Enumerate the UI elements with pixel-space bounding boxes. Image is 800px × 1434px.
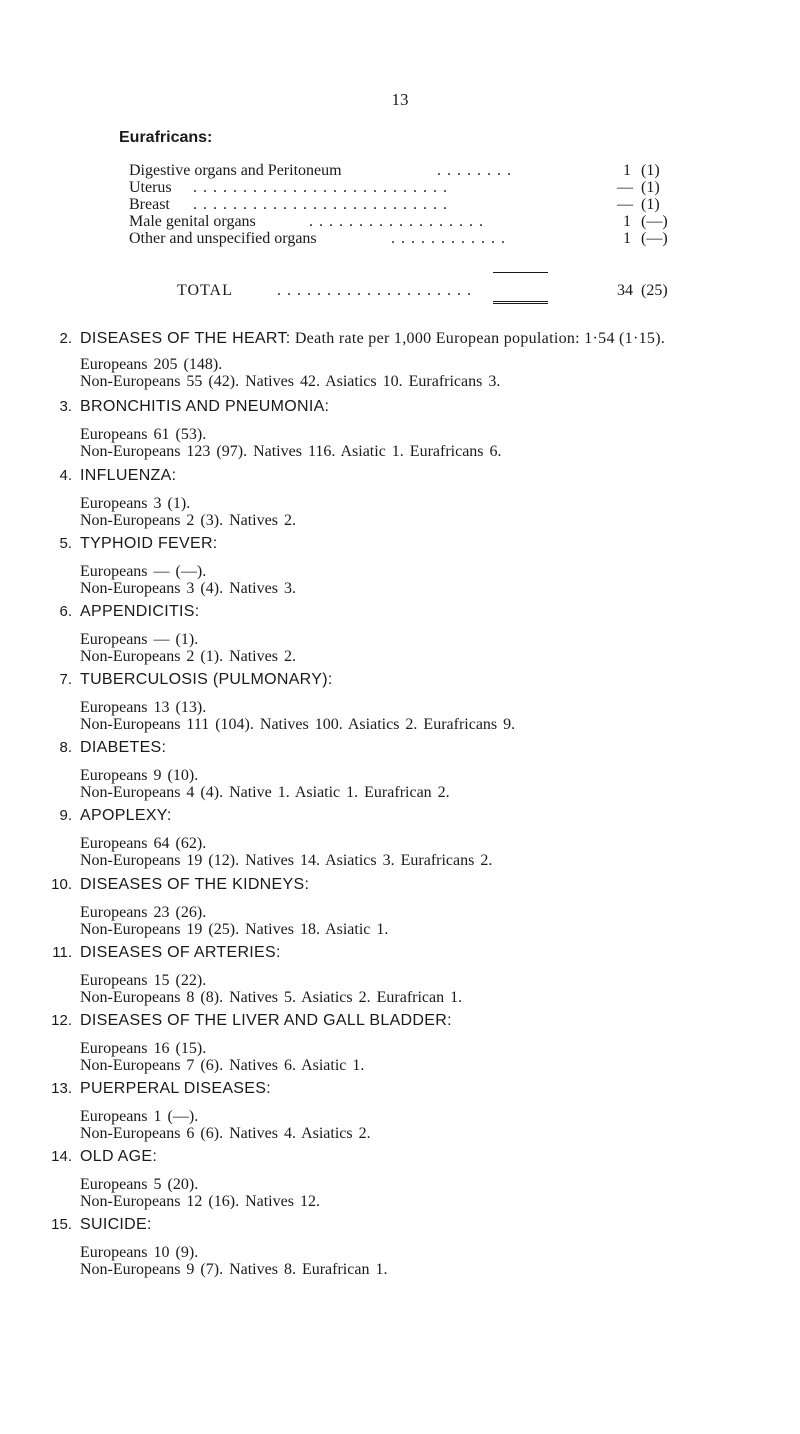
- row-count: —: [617, 196, 633, 213]
- section-title: BRONCHITIS AND PNEUMONIA:: [80, 398, 330, 415]
- section-number: 12.: [51, 1012, 72, 1029]
- table-row: [129, 162, 677, 179]
- europeans-line: Europeans 10 (9).: [80, 1244, 199, 1261]
- row-label: Breast: [129, 196, 170, 213]
- row-leader-dots: . . . . . . . . . . . . . . . . . .: [309, 213, 484, 230]
- non-europeans-line: Non-Europeans 19 (25). Natives 18. Asiatic 1.: [80, 921, 389, 938]
- section-title: DISEASES OF ARTERIES:: [80, 944, 281, 961]
- table-row: [129, 196, 677, 213]
- total-label: TOTAL: [177, 282, 233, 299]
- total-rule-top: [493, 272, 548, 273]
- non-europeans-line: Non-Europeans 55 (42). Natives 42. Asiatics 10. Eurafricans 3.: [80, 373, 501, 390]
- row-leader-dots: . . . . . . . . . . . .: [391, 230, 506, 247]
- row-leader-dots: . . . . . . . .: [437, 162, 512, 179]
- non-europeans-line: Non-Europeans 111 (104). Natives 100. Asiatics 2. Eurafricans 9.: [80, 716, 516, 733]
- non-europeans-line: Non-Europeans 4 (4). Native 1. Asiatic 1. Eurafrican 2.: [80, 784, 450, 801]
- row-previous: (—): [641, 230, 668, 247]
- table-row: [129, 213, 677, 230]
- row-previous: (1): [641, 196, 660, 213]
- row-count: 1: [623, 230, 631, 247]
- section-number: 14.: [51, 1148, 72, 1165]
- section-number: 3.: [59, 398, 72, 415]
- table-row: [129, 179, 677, 196]
- section-number: 5.: [59, 535, 72, 552]
- europeans-line: Europeans 9 (10).: [80, 767, 199, 784]
- section-title: [80, 330, 665, 348]
- row-label: Digestive organs and Peritoneum: [129, 162, 342, 179]
- page-number: 13: [391, 90, 409, 109]
- europeans-line: Europeans 16 (15).: [80, 1040, 207, 1057]
- row-previous: (1): [641, 179, 660, 196]
- section-title: INFLUENZA:: [80, 467, 177, 484]
- europeans-line: Europeans 1 (—).: [80, 1108, 199, 1125]
- row-previous: (—): [641, 213, 668, 230]
- europeans-line: Europeans — (—).: [80, 563, 207, 580]
- section-title: DIABETES:: [80, 739, 167, 756]
- europeans-line: Europeans 15 (22).: [80, 972, 207, 989]
- section-title: TYPHOID FEVER:: [80, 535, 218, 552]
- europeans-line: Europeans 205 (148).: [80, 356, 223, 373]
- section-title: OLD AGE:: [80, 1148, 158, 1165]
- row-count: —: [617, 179, 633, 196]
- row-label: Other and unspecified organs: [129, 230, 317, 247]
- non-europeans-line: Non-Europeans 6 (6). Natives 4. Asiatics 2.: [80, 1125, 371, 1142]
- section-number: 13.: [51, 1080, 72, 1097]
- eurafricans-table: [129, 162, 677, 247]
- row-leader-dots: . . . . . . . . . . . . . . . . . . . . . . . . . .: [193, 179, 448, 196]
- non-europeans-line: Non-Europeans 12 (16). Natives 12.: [80, 1193, 320, 1210]
- section-number: 4.: [59, 467, 72, 484]
- total-leader-dots: . . . . . . . . . . . . . . . . . . . .: [277, 282, 472, 299]
- total-row: [177, 282, 677, 301]
- row-leader-dots: . . . . . . . . . . . . . . . . . . . . . . . . . .: [193, 196, 448, 213]
- table-row: [129, 230, 677, 247]
- europeans-line: Europeans 3 (1).: [80, 495, 191, 512]
- section-number: 6.: [59, 603, 72, 620]
- non-europeans-line: Non-Europeans 8 (8). Natives 5. Asiatics 2. Eurafrican 1.: [80, 989, 463, 1006]
- section-number: 10.: [51, 876, 72, 893]
- europeans-line: Europeans 61 (53).: [80, 426, 207, 443]
- non-europeans-line: Non-Europeans 3 (4). Natives 3.: [80, 580, 296, 597]
- section-title-text: DISEASES OF THE HEART:: [80, 330, 291, 347]
- section-title: APPENDICITIS:: [80, 603, 200, 620]
- eurafricans-heading: Eurafricans:: [119, 129, 213, 146]
- row-label: Male genital organs: [129, 213, 256, 230]
- row-count: 1: [623, 213, 631, 230]
- section-number: 15.: [51, 1216, 72, 1233]
- section-title: TUBERCULOSIS (PULMONARY):: [80, 671, 333, 688]
- europeans-line: Europeans — (1).: [80, 631, 199, 648]
- non-europeans-line: Non-Europeans 9 (7). Natives 8. Eurafrican 1.: [80, 1261, 388, 1278]
- non-europeans-line: Non-Europeans 123 (97). Natives 116. Asiatic 1. Eurafricans 6.: [80, 443, 502, 460]
- section-number: 9.: [59, 807, 72, 824]
- europeans-line: Europeans 64 (62).: [80, 835, 207, 852]
- section-number: 2.: [59, 330, 72, 347]
- section-title: DISEASES OF THE KIDNEYS:: [80, 876, 310, 893]
- non-europeans-line: Non-Europeans 19 (12). Natives 14. Asiatics 3. Eurafricans 2.: [80, 852, 493, 869]
- total-rule-double: [493, 301, 548, 304]
- europeans-line: Europeans 5 (20).: [80, 1176, 199, 1193]
- europeans-line: Europeans 23 (26).: [80, 904, 207, 921]
- europeans-line: Europeans 13 (13).: [80, 699, 207, 716]
- row-previous: (1): [641, 162, 660, 179]
- section-number: 7.: [59, 671, 72, 688]
- non-europeans-line: Non-Europeans 7 (6). Natives 6. Asiatic 1.: [80, 1057, 365, 1074]
- section-title: APOPLEXY:: [80, 807, 172, 824]
- section-number: 11.: [52, 944, 72, 961]
- section-number: 8.: [59, 739, 72, 756]
- section-title: DISEASES OF THE LIVER AND GALL BLADDER:: [80, 1012, 452, 1029]
- non-europeans-line: Non-Europeans 2 (3). Natives 2.: [80, 512, 296, 529]
- death-rate-text: Death rate per 1,000 European population: 1·54 (1·15).: [290, 330, 666, 347]
- row-label: Uterus: [129, 179, 172, 196]
- section-title: PUERPERAL DISEASES:: [80, 1080, 271, 1097]
- section-title: SUICIDE:: [80, 1216, 152, 1233]
- non-europeans-line: Non-Europeans 2 (1). Natives 2.: [80, 648, 296, 665]
- total-count: 34: [617, 282, 633, 299]
- row-count: 1: [623, 162, 631, 179]
- total-previous: (25): [641, 282, 668, 299]
